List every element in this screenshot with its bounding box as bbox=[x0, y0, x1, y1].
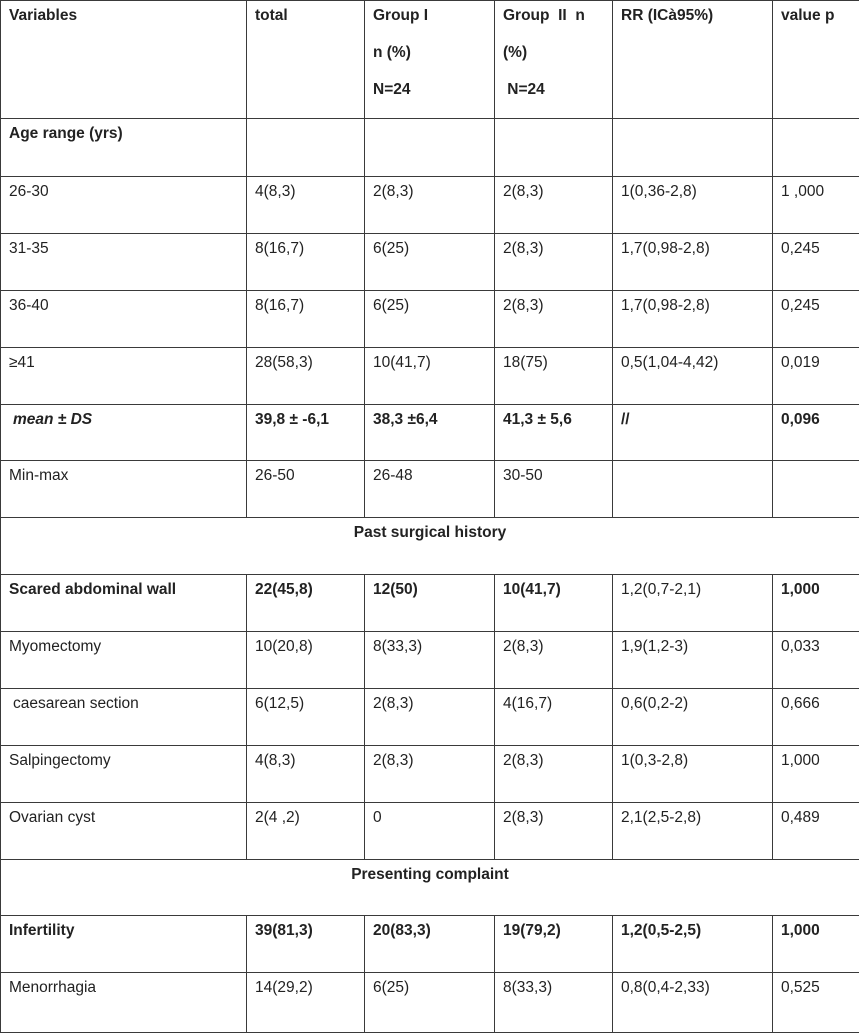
cell-rr: 2,1(2,5-2,8) bbox=[613, 803, 773, 860]
cell-total: 4(8,3) bbox=[247, 746, 365, 803]
section-title-surgical: Past surgical history bbox=[1, 518, 859, 575]
col-header-group1 bbox=[365, 1, 495, 119]
cell-total: 4(8,3) bbox=[247, 177, 365, 234]
cell-group2: 19(79,2) bbox=[495, 916, 613, 973]
cell-total: 28(58,3) bbox=[247, 348, 365, 405]
cell-group2: 2(8,3) bbox=[495, 803, 613, 860]
table-row bbox=[1, 234, 859, 291]
col-header-line: RR (ICà95%) bbox=[621, 7, 764, 44]
mean-label: mean ± DS bbox=[9, 411, 92, 428]
table-row bbox=[1, 746, 859, 803]
row-label: 26-30 bbox=[1, 177, 247, 234]
table-row bbox=[1, 632, 859, 689]
cell-group2: 4(16,7) bbox=[495, 689, 613, 746]
col-header-line: n (%) bbox=[373, 44, 486, 81]
cell-group2: 2(8,3) bbox=[495, 177, 613, 234]
cell-p: 1 ,000 bbox=[773, 177, 859, 234]
col-header-line: value p bbox=[781, 7, 851, 44]
table-row bbox=[1, 689, 859, 746]
cell-p: 0,096 bbox=[773, 405, 859, 461]
cell-group2: 2(8,3) bbox=[495, 632, 613, 689]
row-label: Menorrhagia bbox=[1, 973, 247, 1033]
table-cell bbox=[495, 119, 613, 177]
cell-group1: 0 bbox=[365, 803, 495, 860]
cell-group1: 6(25) bbox=[365, 234, 495, 291]
row-label: Ovarian cyst bbox=[1, 803, 247, 860]
row-label: Scared abdominal wall bbox=[1, 575, 247, 632]
cell-group2: 18(75) bbox=[495, 348, 613, 405]
row-label: Myomectomy bbox=[1, 632, 247, 689]
row-label: 31-35 bbox=[1, 234, 247, 291]
cell-rr: 1(0,3-2,8) bbox=[613, 746, 773, 803]
row-label: ≥41 bbox=[1, 348, 247, 405]
cell-rr: 1,2(0,5-2,5) bbox=[613, 916, 773, 973]
row-label: Min-max bbox=[1, 461, 247, 518]
cell-group2: 2(8,3) bbox=[495, 234, 613, 291]
row-label bbox=[1, 405, 247, 461]
table-row bbox=[1, 348, 859, 405]
cell-group1: 6(25) bbox=[365, 973, 495, 1033]
cell-group1: 2(8,3) bbox=[365, 177, 495, 234]
cell-total: 10(20,8) bbox=[247, 632, 365, 689]
col-header-rr bbox=[613, 1, 773, 119]
col-header-total bbox=[247, 1, 365, 119]
cell-group1: 8(33,3) bbox=[365, 632, 495, 689]
table-row bbox=[1, 575, 859, 632]
row-label: Salpingectomy bbox=[1, 746, 247, 803]
cell-total: 6(12,5) bbox=[247, 689, 365, 746]
cell-p: 0,245 bbox=[773, 291, 859, 348]
cell-total: 8(16,7) bbox=[247, 291, 365, 348]
section-row bbox=[1, 860, 859, 916]
cell-group1: 10(41,7) bbox=[365, 348, 495, 405]
cell-group1: 26-48 bbox=[365, 461, 495, 518]
cell-total: 39(81,3) bbox=[247, 916, 365, 973]
cell-total: 14(29,2) bbox=[247, 973, 365, 1033]
cell-group2: 30-50 bbox=[495, 461, 613, 518]
header-row bbox=[1, 1, 859, 119]
cell-group2: 2(8,3) bbox=[495, 746, 613, 803]
table-cell bbox=[365, 119, 495, 177]
cell-p: 0,525 bbox=[773, 973, 859, 1033]
row-label: Infertility bbox=[1, 916, 247, 973]
cell-group2: 10(41,7) bbox=[495, 575, 613, 632]
cell-rr: 1,7(0,98-2,8) bbox=[613, 291, 773, 348]
col-header-group2 bbox=[495, 1, 613, 119]
col-header-variables bbox=[1, 1, 247, 119]
cell-total: 39,8 ± -6,1 bbox=[247, 405, 365, 461]
cell-rr: 1(0,36-2,8) bbox=[613, 177, 773, 234]
cell-rr: 1,9(1,2-3) bbox=[613, 632, 773, 689]
age-range-label: Age range (yrs) bbox=[1, 119, 247, 177]
cell-group1: 6(25) bbox=[365, 291, 495, 348]
row-label-text: caesarean section bbox=[9, 695, 139, 712]
cell-p: 0,245 bbox=[773, 234, 859, 291]
cell-total: 26-50 bbox=[247, 461, 365, 518]
mean-row bbox=[1, 405, 859, 461]
col-header-line: Group I bbox=[373, 7, 486, 44]
cell-rr: 0,8(0,4-2,33) bbox=[613, 973, 773, 1033]
cell-group1: 2(8,3) bbox=[365, 689, 495, 746]
cell-p: 0,033 bbox=[773, 632, 859, 689]
cell-group1: 12(50) bbox=[365, 575, 495, 632]
col-header-line: N=24 bbox=[503, 81, 604, 118]
cell-rr: 1,2(0,7-2,1) bbox=[613, 575, 773, 632]
row-label bbox=[1, 689, 247, 746]
cell-total: 2(4 ,2) bbox=[247, 803, 365, 860]
cell-group1: 20(83,3) bbox=[365, 916, 495, 973]
cell-rr: 0,6(0,2-2) bbox=[613, 689, 773, 746]
cell-rr: // bbox=[613, 405, 773, 461]
table-row bbox=[1, 177, 859, 234]
cell-rr bbox=[613, 461, 773, 518]
col-header-line: Variables bbox=[9, 7, 238, 44]
table-row bbox=[1, 803, 859, 860]
table-row bbox=[1, 916, 859, 973]
col-header-line: (%) bbox=[503, 44, 604, 81]
section-row bbox=[1, 518, 859, 575]
col-header-line: total bbox=[255, 7, 356, 44]
cell-group2: 41,3 ± 5,6 bbox=[495, 405, 613, 461]
cell-p: 1,000 bbox=[773, 575, 859, 632]
cell-p: 1,000 bbox=[773, 746, 859, 803]
cell-total: 22(45,8) bbox=[247, 575, 365, 632]
minmax-row bbox=[1, 461, 859, 518]
cell-p: 0,489 bbox=[773, 803, 859, 860]
table-cell bbox=[773, 119, 859, 177]
cell-group2: 8(33,3) bbox=[495, 973, 613, 1033]
cell-p bbox=[773, 461, 859, 518]
cell-rr: 0,5(1,04-4,42) bbox=[613, 348, 773, 405]
col-header-line: Group II n bbox=[503, 7, 604, 44]
col-header-p bbox=[773, 1, 859, 119]
col-header-line: N=24 bbox=[373, 81, 486, 118]
cell-total: 8(16,7) bbox=[247, 234, 365, 291]
cell-group2: 2(8,3) bbox=[495, 291, 613, 348]
section-title-complaint: Presenting complaint bbox=[1, 860, 859, 916]
cell-p: 1,000 bbox=[773, 916, 859, 973]
table-row bbox=[1, 291, 859, 348]
cell-p: 0,019 bbox=[773, 348, 859, 405]
row-label: 36-40 bbox=[1, 291, 247, 348]
cell-group1: 38,3 ±6,4 bbox=[365, 405, 495, 461]
cell-rr: 1,7(0,98-2,8) bbox=[613, 234, 773, 291]
cell-p: 0,666 bbox=[773, 689, 859, 746]
cell-group1: 2(8,3) bbox=[365, 746, 495, 803]
table-cell bbox=[613, 119, 773, 177]
table-cell bbox=[247, 119, 365, 177]
age-header-row bbox=[1, 119, 859, 177]
